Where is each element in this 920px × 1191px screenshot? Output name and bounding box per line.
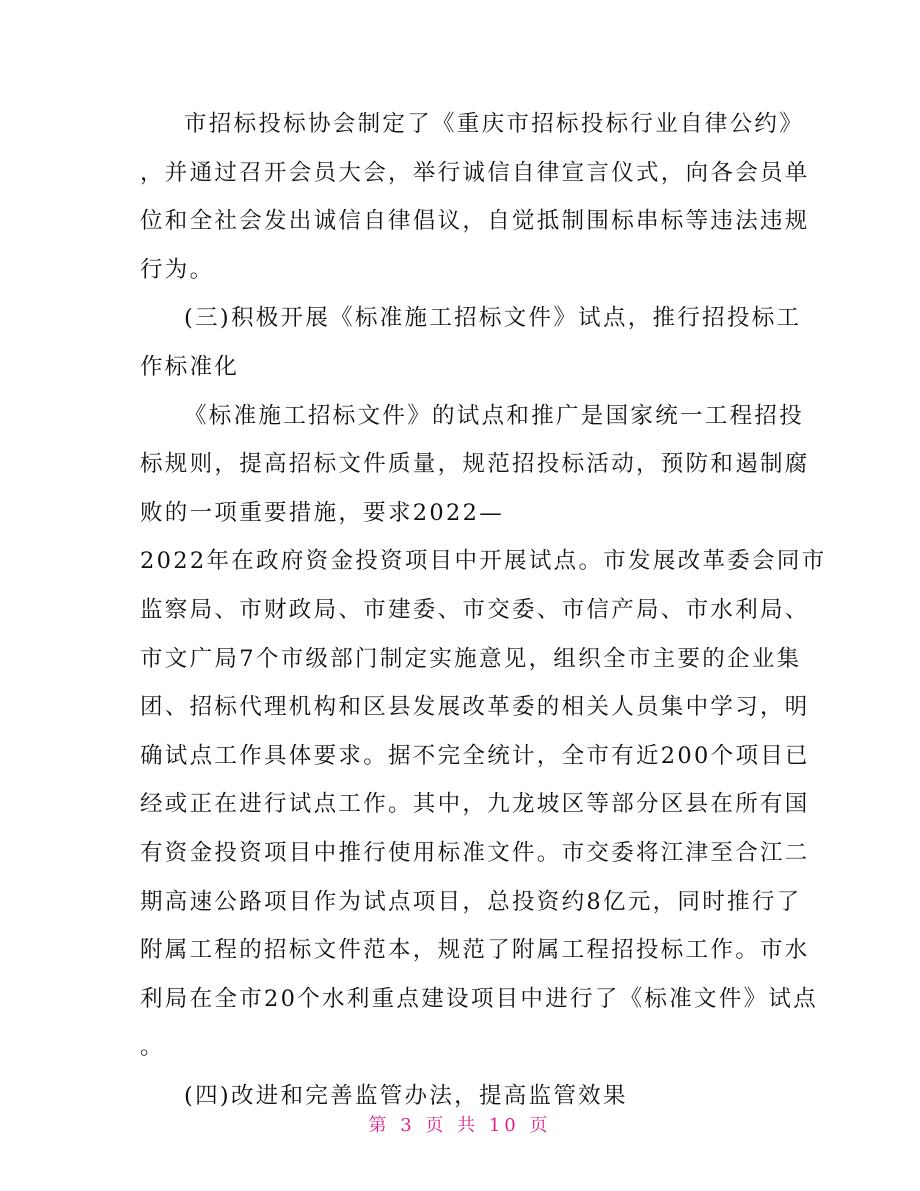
- paragraph-line: 。: [140, 1034, 165, 1061]
- paragraph-line: 市文广局7个市级部门制定实施意见，组织全市主要的企业集: [140, 645, 802, 672]
- paragraph-line: 期高速公路项目作为试点项目，总投资约8亿元，同时推行了: [140, 888, 802, 915]
- paragraph-line: 监察局、市财政局、市建委、市交委、市信产局、市水利局、: [140, 596, 810, 623]
- paragraph-line: 位和全社会发出诚信自律倡议，自觉抵制围标串标等违法违规: [140, 208, 810, 235]
- section-heading-line: 作标准化: [140, 353, 240, 380]
- page-number-footer: 第 3 页 共 10 页: [368, 1115, 552, 1136]
- paragraph-line: 确试点工作具体要求。据不完全统计，全市有近200个项目已: [140, 742, 810, 769]
- section-heading-line: (四)改进和完善监管办法，提高监管效果: [184, 1082, 628, 1109]
- section-heading-line: (三)积极开展《标准施工招标文件》试点，推行招投标工: [184, 305, 802, 332]
- document-body: [140, 100, 827, 1120]
- paragraph-line: 标规则，提高招标文件质量，规范招投标活动，预防和遏制腐: [140, 451, 810, 478]
- paragraph-line: 团、招标代理机构和区县发展改革委的相关人员集中学习，明: [140, 694, 810, 721]
- paragraph-line: 2022年在政府资金投资项目中开展试点。市发展改革委会同市: [140, 548, 827, 575]
- paragraph-line: 市招标投标协会制定了《重庆市招标投标行业自律公约》: [184, 111, 805, 137]
- paragraph-line: 附属工程的招标文件范本，规范了附属工程招投标工作。市水: [140, 937, 810, 964]
- paragraph-line: 败的一项重要措施，要求2022—: [140, 499, 505, 526]
- paragraph-line: 行为。: [140, 256, 215, 283]
- paragraph-line: 经或正在进行试点工作。其中，九龙坡区等部分区县在所有国: [140, 791, 810, 818]
- paragraph-line: ，并通过召开会员大会，举行诚信自律宣言仪式，向各会员单: [140, 159, 810, 186]
- paragraph-line: 《标准施工招标文件》的试点和推广是国家统一工程招投: [184, 402, 805, 429]
- paragraph-line: 有资金投资项目中推行使用标准文件。市交委将江津至合江二: [140, 839, 810, 866]
- paragraph-line: 利局在全市20个水利重点建设项目中进行了《标准文件》试点: [140, 985, 819, 1012]
